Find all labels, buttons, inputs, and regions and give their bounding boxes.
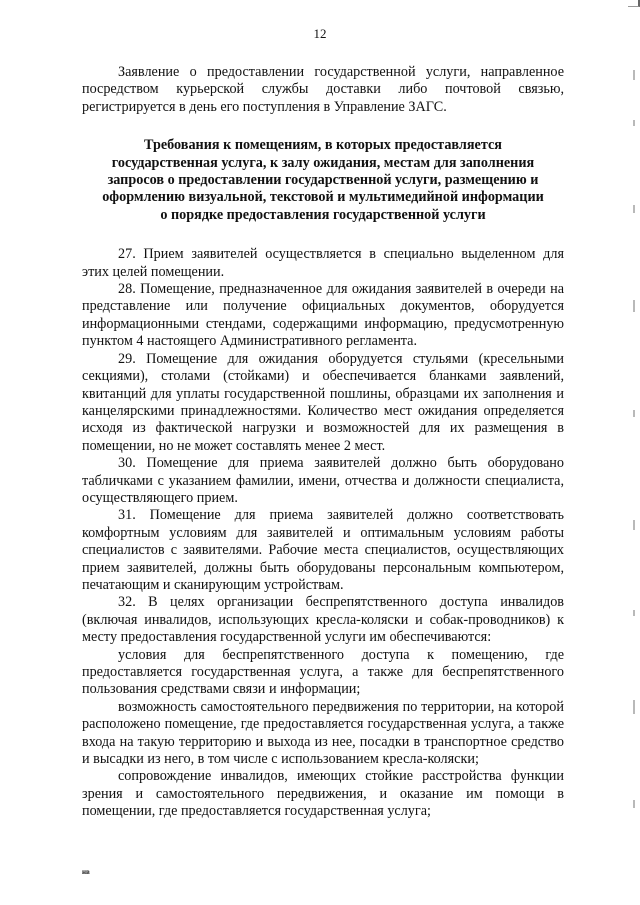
intro-paragraph: Заявление о предоставлении государственной услуги, направленное посредством курьерской службы доставки либо почтовой связью, регистрируется в день его поступления в Управление ЗАГС. [82, 64, 564, 115]
heading-line: оформлению визуальной, текстовой и мультимедийной информации [102, 189, 544, 206]
paragraph-32: 32. В целях организации беспрепятственного доступа инвалидов (включая инвалидов, использующих кресла-коляски и собак-проводников) к месту предоставления государственной услуги им обеспечиваются: [82, 594, 564, 646]
paragraph-31: 31. Помещение для приема заявителей должно соответствовать комфортным условиям для заявителей и оптимальным условиям работы специалистов с заявителями. Рабочие места специалистов, осуществляющих прием заявителей, должны быть оборудованы персональным компьютером, печатающим и сканирующим устройствам. [82, 507, 564, 593]
scan-edge-artifacts [633, 0, 637, 905]
heading-line: государственная услуга, к залу ожидания, местам для заполнения [111, 154, 535, 171]
paragraph-32-item-movement: возможность самостоятельного передвижения по территории, на которой расположено помещение, где предоставляется государственная услуга, а также входа на такую территорию и выхода из нее, посадки в транспортное средство и высадки из него, в том числе с использованием кресла-коляски; [82, 698, 564, 768]
paragraph-32-item-escort: сопровождение инвалидов, имеющих стойкие расстройства функции зрения и самостоятельного передвижения, и оказание им помощи в помещении, где предоставляется государственная услуга; [82, 768, 564, 820]
document-body [82, 64, 564, 821]
paragraph-27: 27. Прием заявителей осуществляется в специально выделенном для этих целей помещении. [82, 246, 564, 280]
footer-initials: нв [82, 868, 90, 876]
paragraph-30: 30. Помещение для приема заявителей должно быть оборудовано табличками с указанием фамилии, имени, отчества и должности специалиста, осуществляющего прием. [82, 455, 564, 506]
paragraph-29: 29. Помещение для ожидания оборудуется стульями (кресельными секциями), столами (стойками) и обеспечивается бланками заявлений, квитанций для уплаты государственной пошлины, образцами их заполнения и канцелярскими принадлежностями. Количество мест ожидания определяется исходя из фактической нагрузки и возможностей для их размещения в помещении, но не может составлять менее 2 мест. [82, 350, 564, 454]
page-number: 12 [313, 26, 327, 41]
heading-line: запросов о предоставлении государственной услуги, размещению и [107, 172, 539, 189]
paragraph-32-item-access: условия для беспрепятственного доступа к помещению, где предоставляется государственная услуга, а также для беспрепятственного пользования средствами связи и информации; [82, 646, 564, 698]
heading-line: о порядке предоставления государственной услуги [160, 206, 486, 223]
section-heading [82, 137, 564, 224]
heading-line: Требования к помещениям, в которых предоставляется [144, 137, 502, 154]
paragraph-28: 28. Помещение, предназначенное для ожидания заявителей в очереди на представление или получение официальных документов, оборудуется информационными стендами, содержащими информацию, предусмотренную пунктом 4 настоящего Административного регламента. [82, 281, 564, 350]
